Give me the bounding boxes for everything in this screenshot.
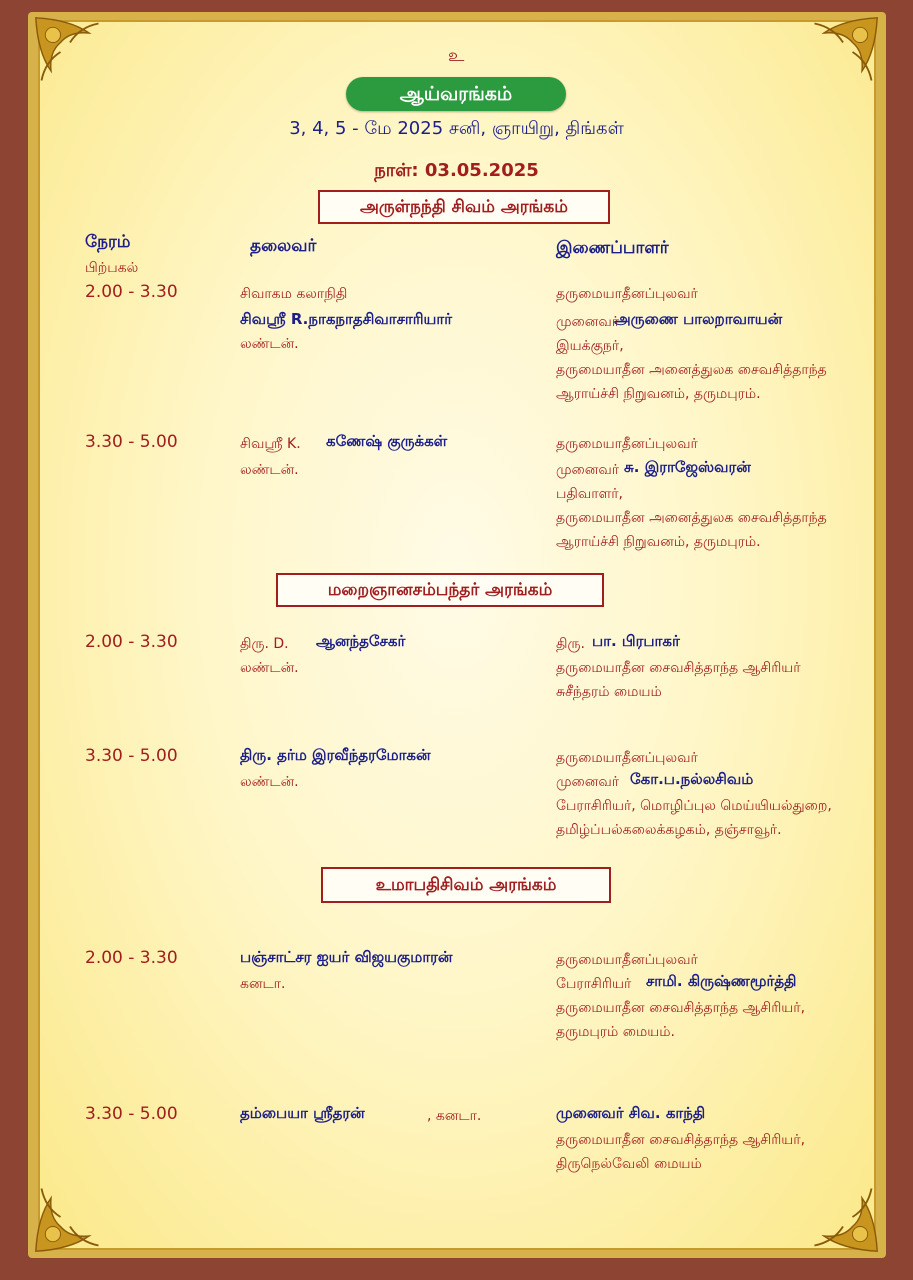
chair-name: தம்பையா ஸ்ரீதரன்: [240, 1104, 365, 1122]
hall-title-2: மறைஞானசம்பந்தர் அரங்கம்: [276, 573, 604, 607]
column-header-time: நேரம்: [85, 232, 131, 252]
chair-location: லண்டன்.: [240, 660, 299, 676]
coord-prefix: பேராசிரியர்: [556, 976, 632, 992]
coord-title: தருமையாதீனப்புலவர்: [556, 750, 698, 766]
coord-role: பதிவாளர்,: [556, 486, 623, 502]
page-title: ஆய்வரங்கம்: [346, 77, 566, 111]
chair-prefix: திரு. D.: [240, 636, 289, 652]
coord-title: தருமையாதீனப்புலவர்: [556, 952, 698, 968]
chair-location: லண்டன்.: [240, 462, 299, 478]
hall-title-3: உமாபதிசிவம் அரங்கம்: [321, 867, 611, 903]
chair-name: கணேஷ் குருக்கள்: [326, 432, 448, 450]
coord-name: சு. இராஜேஸ்வரன்: [624, 458, 751, 476]
coord-title: தருமையாதீனப்புலவர்: [556, 436, 698, 452]
coord-role: பேராசிரியர், மொழிப்புல மெய்யியல்துறை,: [556, 798, 832, 814]
coord-prefix: முனைவர்: [556, 774, 620, 790]
pillaiyar-suzhi-symbol: உ: [448, 45, 465, 66]
coord-place: திருநெல்வேலி மையம்: [556, 1156, 702, 1172]
coord-prefix: திரு.: [556, 636, 585, 652]
event-day: நாள்: 03.05.2025: [374, 160, 539, 181]
coord-role: தருமையாதீன சைவசித்தாந்த ஆசிரியர்: [556, 660, 801, 676]
coord-role: தருமையாதீன சைவசித்தாந்த ஆசிரியர்,: [556, 1000, 806, 1016]
chair-location: லண்டன்.: [240, 774, 299, 790]
chair-prefix: சிவஸ்ரீ K.: [240, 436, 301, 452]
coord-name: முனைவர் சிவ. காந்தி: [556, 1104, 706, 1122]
slot-time: 3.30 - 5.00: [85, 432, 178, 452]
event-dates: 3, 4, 5 - மே 2025 சனி, ஞாயிறு, திங்கள்: [289, 118, 624, 139]
coord-title: தருமையாதீனப்புலவர்: [556, 286, 698, 302]
corner-ornament-icon: [786, 14, 881, 109]
chair-location: லண்டன்.: [240, 336, 299, 352]
chair-title: சிவாகம கலாநிதி: [240, 286, 348, 302]
column-header-coordinator: இணைப்பாளர்: [556, 238, 669, 258]
corner-ornament-icon: [786, 1160, 881, 1255]
coord-prefix: முனைவர்: [556, 462, 620, 478]
coord-place: ஆராய்ச்சி நிறுவனம், தருமபுரம்.: [556, 386, 761, 402]
chair-name: திரு. தர்ம இரவீந்தரமோகன்: [240, 746, 431, 764]
slot-time: 2.00 - 3.30: [85, 632, 178, 652]
corner-ornament-icon: [32, 14, 127, 109]
column-subheader-afternoon: பிற்பகல்: [85, 260, 139, 276]
slot-time: 3.30 - 5.00: [85, 746, 178, 766]
slot-time: 2.00 - 3.30: [85, 282, 178, 302]
coord-name: அருணை பாலறாவாயன்: [614, 310, 783, 328]
slot-time: 3.30 - 5.00: [85, 1104, 178, 1124]
chair-location: கனடா.: [240, 976, 286, 992]
column-header-chair: தலைவர்: [250, 236, 317, 256]
coord-org: தருமையாதீன அனைத்துலக சைவசித்தாந்த: [556, 510, 827, 526]
chair-name: ஆனந்தசேகர்: [316, 632, 406, 650]
coord-prefix: முனைவர்: [556, 314, 620, 330]
coord-name: பா. பிரபாகர்: [592, 632, 680, 650]
chair-name: சிவஸ்ரீ R.நாகநாதசிவாசாரியார்: [240, 310, 453, 328]
coord-org: தருமையாதீன அனைத்துலக சைவசித்தாந்த: [556, 362, 827, 378]
chair-name: பஞ்சாட்சர ஐயர் விஜயகுமாரன்: [240, 948, 453, 966]
slot-time: 2.00 - 3.30: [85, 948, 178, 968]
chair-location: , கனடா.: [427, 1108, 482, 1124]
hall-title-1: அருள்நந்தி சிவம் அரங்கம்: [318, 190, 610, 224]
coord-place: சுசீந்தரம் மையம்: [556, 684, 662, 700]
coord-name: சாமி. கிருஷ்ணமூர்த்தி: [646, 972, 797, 990]
coord-role: தருமையாதீன சைவசித்தாந்த ஆசிரியர்,: [556, 1132, 806, 1148]
coord-place: ஆராய்ச்சி நிறுவனம், தருமபுரம்.: [556, 534, 761, 550]
coord-place: தருமபுரம் மையம்.: [556, 1024, 675, 1040]
coord-role: இயக்குநர்,: [556, 338, 624, 354]
coord-name: கோ.ப.நல்லசிவம்: [630, 770, 754, 788]
corner-ornament-icon: [32, 1160, 127, 1255]
coord-place: தமிழ்ப்பல்கலைக்கழகம், தஞ்சாவூர்.: [556, 822, 782, 838]
